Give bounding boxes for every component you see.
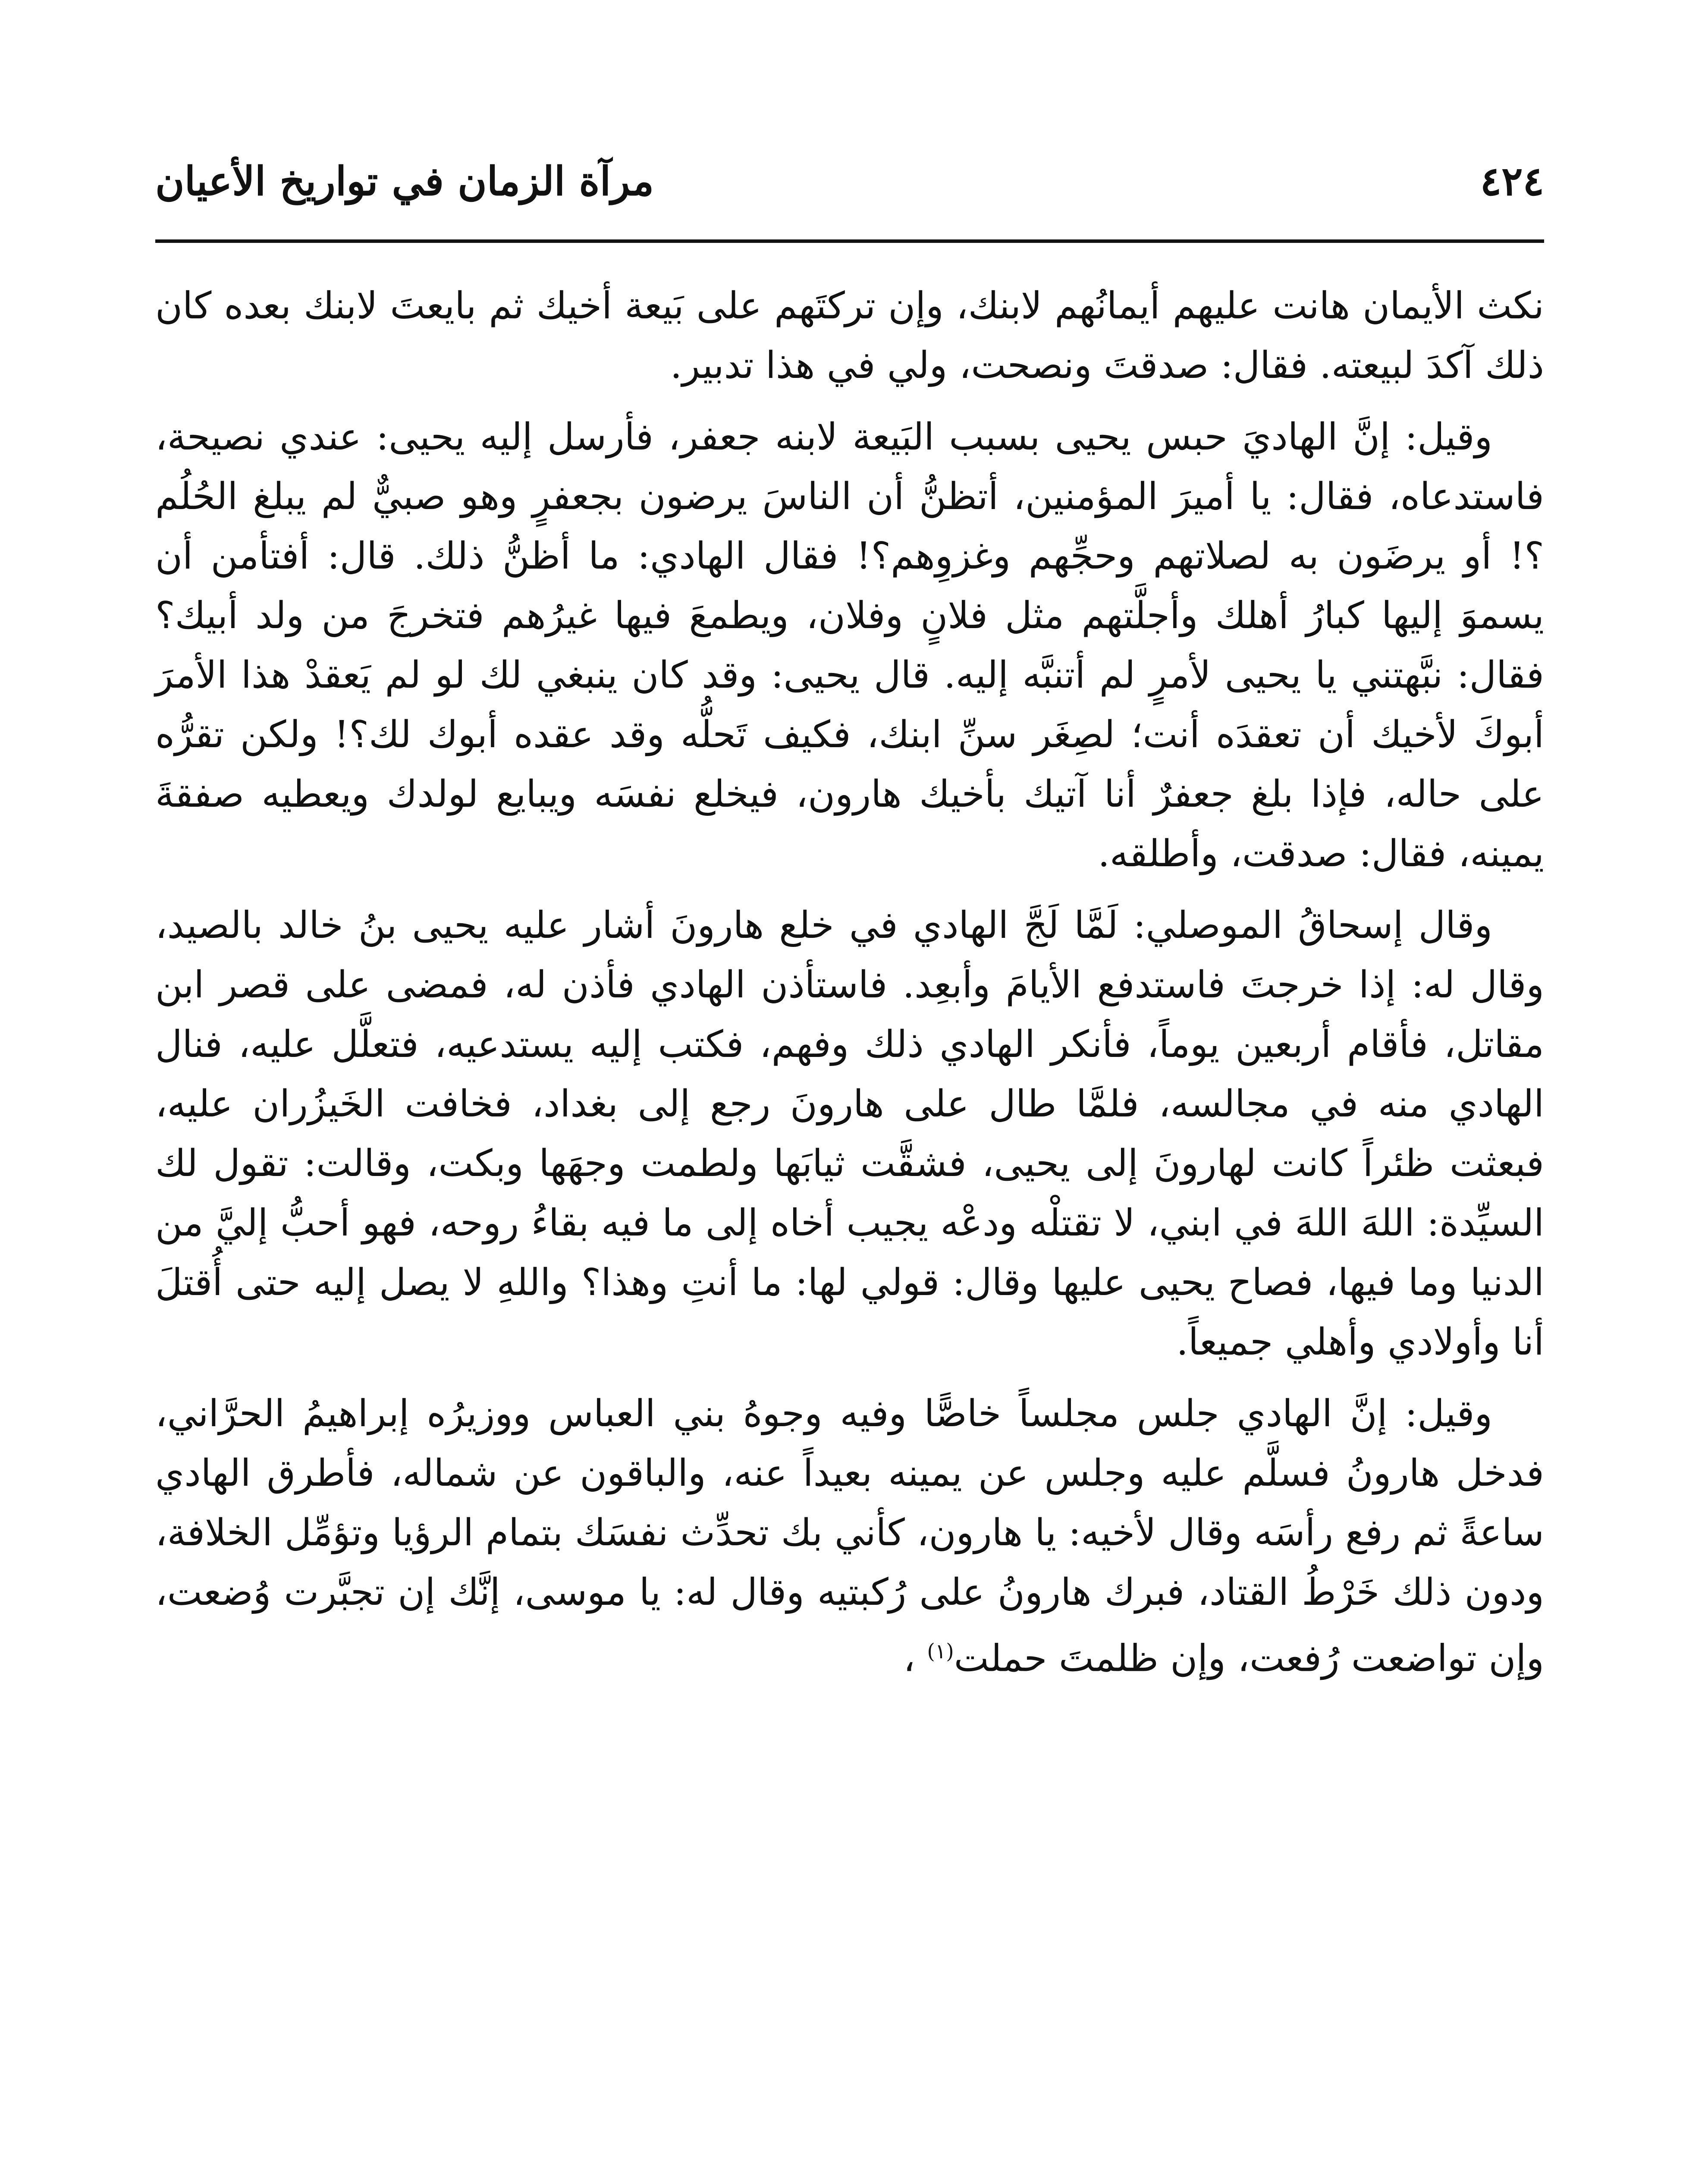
running-title: مرآة الزمان في تواريخ الأعيان (155, 158, 654, 204)
footnote-marker: (١) (927, 1640, 954, 1663)
paragraph-2: وقيل: إنَّ الهاديَ حبس يحيى بسبب البَيعة لابنه جعفر، فأرسل إليه يحيى: عندي نصيحة، فاستدعاه، فقال: يا أميرَ المؤمنين، أتظنُّ أن الناسَ يرضون بجعفرٍ وهو صبيٌّ لم يبلغ الحُلُم ؟! أو يرضَون به لصلاتهم وحجِّهم وغزوِهم؟! فقال الهادي: ما أظنُّ ذلك. قال: أفتأمن أن يسموَ إليها كبارُ أهلك وأجلَّتهم مثل فلانٍ وفلان، ويطمعَ فيها غيرُهم فتخرجَ من ولد أبيك؟ فقال: نبَّهتني يا يحيى لأمرٍ لم أتنبَّه إليه. قال يحيى: وقد كان ينبغي لك لو لم يَعقدْ هذا الأمرَ أبوكَ لأخيك أن تعقدَه أنت؛ لصِغَر سنِّ ابنك، فكيف تَحلُّه وقد عقده أبوك لك؟! ولكن تقرُّه على حاله، فإذا بلغ جعفرٌ أنا آتيك بأخيك هارون، فيخلع نفسَه ويبايع لولدك ويعطيه صفقةَ يمينه، فقال: صدقت، وأطلقه. (155, 415, 1544, 875)
page-number: ٤٢٤ (1480, 158, 1544, 204)
paragraph-4 (155, 1384, 1544, 1688)
paragraph-4-end: ، (903, 1637, 916, 1680)
paragraph-1: نكث الأيمان هانت عليهم أيمانُهم لابنك، وإن تركتَهم على بَيعة أخيك ثم بايعتَ لابنك بعده كان ذلك آكدَ لبيعته. فقال: صدقتَ ونصحت، ولي في هذا تدبير. (155, 284, 1544, 387)
paragraph-4-text: وقيل: إنَّ الهادي جلس مجلساً خاصًّا وفيه وجوهُ بني العباس ووزيرُه إبراهيمُ الحرَّاني، فدخل هارونُ فسلَّم عليه وجلس عن يمينه بعيداً عنه، والباقون عن شماله، فأطرق الهادي ساعةً ثم رفع رأسَه وقال لأخيه: يا هارون، كأني بك تحدِّث نفسَك بتمام الرؤيا وتؤمِّل الخلافة، ودون ذلك خَرْطُ القتاد، فبرك هارونُ على رُكبتيه وقال له: يا موسى، إنَّك إن تجبَّرت وُضعت، وإن تواضعت رُفعت، وإن ظلمتَ حملت (155, 1392, 1544, 1680)
page-header (155, 142, 1544, 229)
paragraph-3: وقال إسحاقُ الموصلي: لَمَّا لَجَّ الهادي في خلع هارونَ أشار عليه يحيى بنُ خالد بالصيد، وقال له: إذا خرجتَ فاستدفع الأيامَ وأبعِد. فاستأذن الهادي فأذن له، فمضى على قصر ابن مقاتل، فأقام أربعين يوماً، فأنكر الهادي ذلك وفهم، فكتب إليه يستدعيه، فتعلَّل عليه، فنال الهادي منه في مجالسه، فلمَّا طال على هارونَ رجع إلى بغداد، فخافت الخَيزُران عليه، فبعثت ظئراً كانت لهارونَ إلى يحيى، فشقَّت ثيابَها ولطمت وجهَها وبكت، وقالت: تقول لك السيِّدة: اللهَ اللهَ في ابني، لا تقتلْه ودعْه يجيب أخاه إلى ما فيه بقاءُ روحه، فهو أحبُّ إليَّ من الدنيا وما فيها، فصاح يحيى عليها وقال: قولي لها: ما أنتِ وهذا؟ واللهِ لا يصل إليه حتى أُقتلَ أنا وأولادي وأهلي جميعاً. (155, 904, 1544, 1364)
header-rule (155, 239, 1544, 243)
main-text (155, 276, 1544, 1701)
